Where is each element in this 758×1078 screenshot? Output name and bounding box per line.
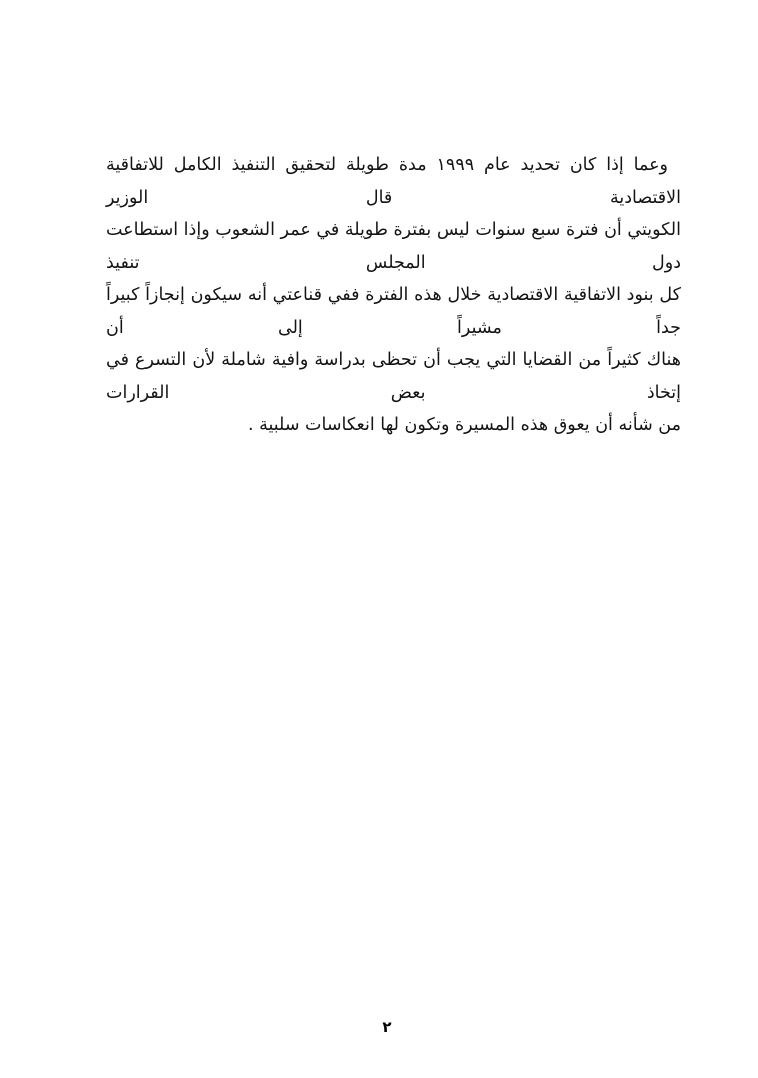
paragraph-line: من شأنه أن يعوق هذه المسيرة وتكون لها انعكاسات سلبية . — [247, 415, 681, 435]
page-number: ٢ — [382, 1018, 392, 1036]
body-paragraph — [106, 149, 681, 442]
paragraph-line: كل بنود الاتفاقية الاقتصادية خلال هذه الفترة ففي قناعتي أنه سيكون إنجازاً كبيراً جداً مشيراً إلى أن — [106, 285, 681, 338]
paragraph-line: الكويتي أن فترة سبع سنوات ليس بفترة طويلة في عمر الشعوب وإذا استطاعت دول المجلس تنفيذ — [106, 220, 681, 273]
paragraph-line: وعما إذا كان تحديد عام ١٩٩٩ مدة طويلة لتحقيق التنفيذ الكامل للاتفاقية الاقتصادية قال الوزير — [106, 155, 681, 208]
paragraph-line: هناك كثيراً من القضايا التي يجب أن تحظى بدراسة وافية شاملة لأن التسرع في إتخاذ بعض القرارات — [106, 350, 681, 403]
